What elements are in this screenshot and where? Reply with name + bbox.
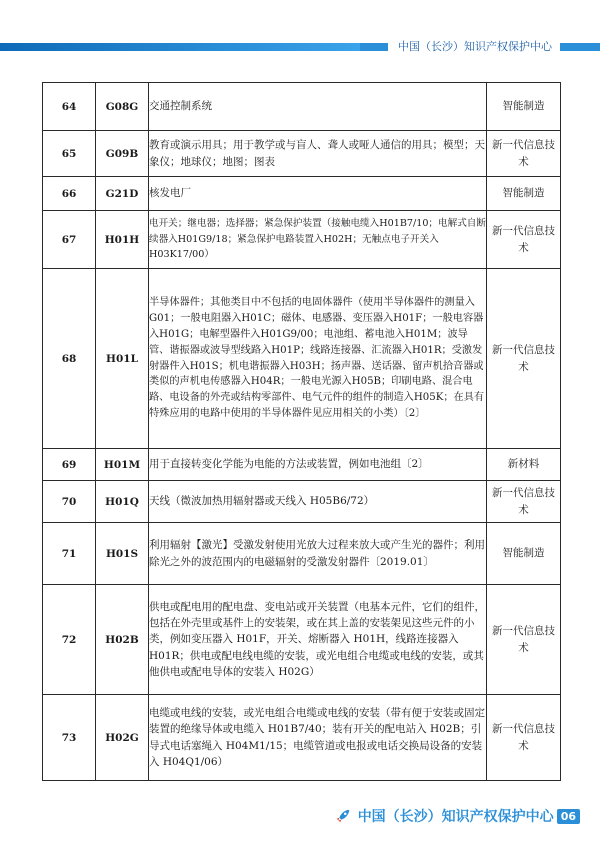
ipc-code: H02G (96, 695, 149, 781)
row-index: 67 (43, 211, 96, 269)
table-row (43, 585, 561, 695)
row-index: 68 (43, 269, 96, 449)
ipc-code: H01S (96, 523, 149, 585)
ipc-description: 核发电厂 (149, 177, 487, 211)
ipc-description: 电开关；继电器；选择器；紧急保护装置（接触电缆入H01B7/10；电解式自断续器入H01G9/18；紧急保护电路装置入H02H；无触点电子开关入H03K17/00） (149, 211, 487, 269)
table-row (43, 523, 561, 585)
page-number: 06 (557, 809, 580, 824)
row-index: 66 (43, 177, 96, 211)
row-index: 73 (43, 695, 96, 781)
row-index: 65 (43, 131, 96, 177)
industry-category: 新一代信息技术 (487, 269, 561, 449)
ipc-code: H01M (96, 449, 149, 481)
ipc-description: 天线（微波加热用辐射器或天线入 H05B6/72） (149, 481, 487, 523)
header-title: 中国（长沙）知识产权保护中心 (388, 34, 560, 60)
ipc-code: G09B (96, 131, 149, 177)
table-row (43, 695, 561, 781)
ipc-description: 教育或演示用具；用于教学或与盲人、聋人或哑人通信的用具；模型；天象仪；地球仪；地图；图表 (149, 131, 487, 177)
ipc-code: H01H (96, 211, 149, 269)
ipc-code: H01L (96, 269, 149, 449)
row-index: 69 (43, 449, 96, 481)
industry-category: 智能制造 (487, 177, 561, 211)
ipc-description: 交通控制系统 (149, 83, 487, 131)
footer (334, 806, 580, 826)
industry-category: 新一代信息技术 (487, 481, 561, 523)
table-row (43, 83, 561, 131)
industry-category: 新一代信息技术 (487, 131, 561, 177)
row-index: 71 (43, 523, 96, 585)
industry-category: 新一代信息技术 (487, 585, 561, 695)
ipc-description: 利用辐射【激光】受激发射使用光放大过程来放大或产生光的器件；利用除光之外的波范围内的电磁辐射的受激发射器件〔2019.01〕 (149, 523, 487, 585)
industry-category: 智能制造 (487, 83, 561, 131)
table-row (43, 131, 561, 177)
ipc-description: 半导体器件；其他类目中不包括的电固体器件（使用半导体器件的测量入G01；一般电阻器入H01C；磁体、电感器、变压器入H01F；一般电容器入H01G；电解型器件入H01G9/00；电池组、蓄电池入H01M；波导管、谐振器或波导型线路入H01P；线路连接器、汇流器入H01R；受激发射器件入H01S；机电谐振器入H03H；扬声器、送话器、留声机拾音器或类似的声机电传感器入H04R；一般电光源入H05B；印刷电路、混合电路、电设备的外壳或结构零部件、电气元件的组件的制造入H05K；在具有特殊应用的电路中使用的半导体器件见应用相关的小类）〔2〕 (149, 269, 487, 449)
ipc-description: 供电或配电用的配电盘、变电站或开关装置（电基本元件，它们的组件，包括在外壳里或基件上的安装架，或在其上盖的安装架见这些元件的小类，例如变压器入 H01F，开关、熔断器入 H01H，线路连接器入 H01R；供电或配电线电缆的安装，或光电组合电缆或电线的安装，或其他供电或配电导体的安装入 H02G） (149, 585, 487, 695)
ipc-description: 用于直接转变化学能为电能的方法或装置，例如电池组〔2〕 (149, 449, 487, 481)
row-index: 70 (43, 481, 96, 523)
industry-category: 智能制造 (487, 523, 561, 585)
table-row (43, 449, 561, 481)
ipc-code: H02B (96, 585, 149, 695)
industry-category: 新材料 (487, 449, 561, 481)
footer-title: 中国（长沙）知识产权保护中心 (357, 809, 554, 825)
ipc-code: H01Q (96, 481, 149, 523)
table-row (43, 269, 561, 449)
ipc-classification-table (42, 82, 561, 781)
table-row (43, 177, 561, 211)
ipc-description: 电缆或电线的安装，或光电组合电缆或电线的安装（带有便于安装或固定装置的绝缘导体或电缆入 H01B7/40；装有开关的配电站入 H02B；引导式电话塞绳入 H04M1/15；电缆管道或电报或电话交换局设备的安装入 H04Q1/06） (149, 695, 487, 781)
table-row (43, 211, 561, 269)
row-index: 72 (43, 585, 96, 695)
ipc-code: G08G (96, 83, 149, 131)
industry-category: 新一代信息技术 (487, 211, 561, 269)
industry-category: 新一代信息技术 (487, 695, 561, 781)
ipc-code: G21D (96, 177, 149, 211)
rocket-icon (334, 807, 352, 825)
table-row (43, 481, 561, 523)
row-index: 64 (43, 83, 96, 131)
